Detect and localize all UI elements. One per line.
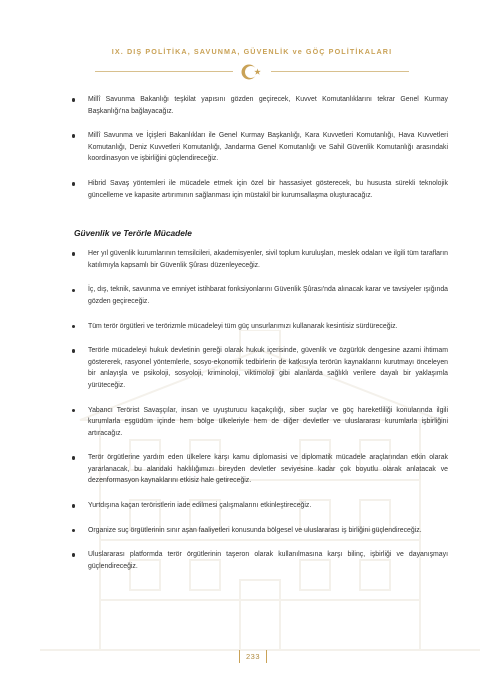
list-item: Millî Savunma ve İçişleri Bakanlıkları ile Genel Kurmay Başkanlığı, Kara Kuvvetleri Komutanlığı, Hava Kuvvetleri Komutanlığı, Deniz Kuvvetleri Komutanlığı, Jandarma Genel Komutanlığı ve Sahil Güvenlik Komutanlığı arasındaki koordinasyon ve işbirliğini güçlendireceğiz. bbox=[70, 130, 448, 165]
list-item: Uluslararası platformda terör örgütlerinin taşeron olarak kullanılmasına karşı bilinç, işbirliği ve dayanışmayı güçlendireceğiz. bbox=[70, 549, 448, 572]
list-item: Yabancı Terörist Savaşçılar, insan ve uyuşturucu kaçakçılığı, siber suçlar ve göç hareketliliği konularında ilgili kurumlarla eşgüdüm içinde hem bölge ülkeleriyle hem de diğer devletler ve uluslararası kurumlarla işbirliğini artıracağız. bbox=[70, 405, 448, 440]
page-number: 233 bbox=[239, 650, 267, 663]
list-item: Terör örgütlerine yardım eden ülkelere karşı kamu diplomasisi ve diplomatik mücadele araçlarından etkin olarak yararlanacak, bu alandaki haklılığımızı bireyden devletler seviyesine kadar çok boyutlu olarak anlatacak ve dezenformasyon kaynaklarını etkisiz hale getireceğiz. bbox=[70, 452, 448, 487]
header-divider-right bbox=[271, 71, 409, 72]
list-item: Tüm terör örgütleri ve terörizmle mücadeleyi tüm güç unsurlarımızı kullanarak kesintisiz sürdüreceğiz. bbox=[70, 321, 448, 333]
list-item: Terörle mücadeleyi hukuk devletinin gereği olarak hukuk içerisinde, güvenlik ve özgürlük dengesine azami ihtimam göstererek, rasyonel yöntemlerle, sosyo-ekonomik tedbirlerin de katkısıyla terörün kaynaklarını kurutmayı önceleyen bir anlayışla ve psikoloji, sosyoloji, kriminoloji, viktimoloji gibi alanlarda sağlıklı verilere dayalı bir yaklaşımla yürüteceğiz. bbox=[70, 345, 448, 391]
page-content bbox=[70, 94, 448, 572]
list-item: İç, dış, teknik, savunma ve emniyet istihbarat fonksiyonlarını Güvenlik Şûrası'nda alınacak karar ve tavsiyeler ışığında gözden geçireceğiz. bbox=[70, 284, 448, 307]
list-item: Hibrid Savaş yöntemleri ile mücadele etmek için özel bir hassasiyet gösterecek, bu hususta sürekli teknolojik güncelleme ve kapasite artırımının sağlanması için müstakil bir kurumsallaşma oluşturacağız. bbox=[70, 178, 448, 201]
section-heading: Güvenlik ve Terörle Mücadele bbox=[74, 228, 192, 239]
crescent-star-icon bbox=[240, 62, 264, 82]
list-item: Millî Savunma Bakanlığı teşkilat yapısını gözden geçirecek, Kuvvet Komutanlıklarını tekrar Genel Kurmay Başkanlığı'na bağlayacağız. bbox=[70, 94, 448, 117]
list-item: Yurtdışına kaçan teröristlerin iade edilmesi çalışmalarını etkinleştireceğiz. bbox=[70, 500, 448, 512]
header-divider-left bbox=[95, 71, 233, 72]
chapter-header-title: IX. DIŞ POLİTİKA, SAVUNMA, GÜVENLİK ve GÖÇ POLİTİKALARI bbox=[111, 47, 393, 56]
list-item: Her yıl güvenlik kurumlarının temsilcileri, akademisyenler, sivil toplum kuruluşları, meslek odaları ve ilgili tüm tarafların katılımıyla kapsamlı bir Güvenlik Şûrası düzenleyeceğiz. bbox=[70, 248, 448, 271]
list-item: Organize suç örgütlerinin sınır aşan faaliyetleri konusunda bölgesel ve uluslararası iş birliğini güçlendireceğiz. bbox=[70, 525, 448, 537]
